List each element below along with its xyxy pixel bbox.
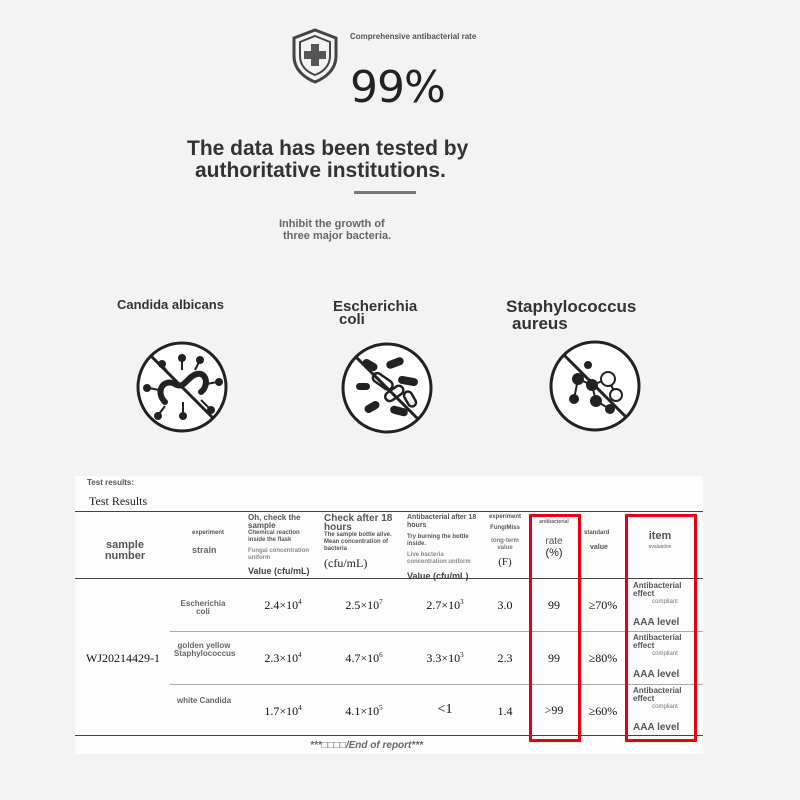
sample-id: WJ20214429-1 xyxy=(86,651,160,665)
row1-antibac-exp: 3 xyxy=(460,598,464,606)
bacteria-name-ecoli-line1: Escherichia xyxy=(333,298,418,315)
rate-caption: Comprehensive antibacterial rate xyxy=(350,32,477,41)
row3-after18-base: 4.1×10 xyxy=(345,704,380,718)
end-of-report: ***□□□□/End of report*** xyxy=(310,740,424,751)
row1-initial-exp: 4 xyxy=(298,598,302,606)
header-strain-small: experiment xyxy=(192,530,225,536)
header-col2-sub2: Mean concentration of bacteria xyxy=(324,539,389,552)
header-col2 xyxy=(324,514,400,571)
row3-strain: white Candida xyxy=(176,696,232,705)
row1-strain: Escherichia coli xyxy=(180,599,226,616)
row2-after18-exp: 6 xyxy=(379,651,383,659)
table-row-rule xyxy=(170,631,703,632)
header-col4-small: experiment xyxy=(488,514,521,520)
row2-initial xyxy=(248,651,318,666)
row1-rate: 99 xyxy=(548,598,560,612)
row2-antibac xyxy=(407,651,483,666)
header-col1-title: Oh, check the sample xyxy=(248,513,301,530)
row1-after18 xyxy=(326,598,402,613)
header-col3-title: Antibacterial after 18 hours xyxy=(407,514,477,529)
row1-initial-base: 2.4×10 xyxy=(264,598,299,612)
candida-icon xyxy=(135,340,229,434)
row3-eval-compliant: compliant xyxy=(652,704,678,710)
row1-eval-compliant: compliant xyxy=(652,599,678,605)
inhibit-line1: Inhibit the growth of xyxy=(279,218,385,230)
row2-antibac-base: 3.3×10 xyxy=(426,651,461,665)
header-col2-sub: The sample bottle alive. xyxy=(324,532,392,538)
row2-eval-level: AAA level xyxy=(633,669,680,680)
headline-line2: authoritative institutions. xyxy=(195,159,446,182)
header-standard xyxy=(584,530,618,551)
header-col4 xyxy=(488,514,522,568)
header-standard-value: value xyxy=(590,544,608,551)
shield-cross-icon xyxy=(292,28,338,84)
bacteria-name-staph-line1: Staphylococcus xyxy=(506,297,637,316)
staph-icon xyxy=(548,339,642,433)
row2-antibac-exp: 3 xyxy=(460,651,464,659)
rate-highlight-box xyxy=(529,514,581,742)
header-col3 xyxy=(407,514,485,581)
header-strain: strain xyxy=(192,545,217,555)
header-col1-unit: Value (cfu/mL) xyxy=(248,566,310,576)
row2-standard: ≥80% xyxy=(588,651,618,665)
item-highlight-box xyxy=(625,514,697,742)
row1-standard: ≥70% xyxy=(588,598,618,612)
header-sample-number: sample number xyxy=(104,539,146,562)
report-label: Test Results xyxy=(89,494,148,508)
row3-after18-exp: 5 xyxy=(379,704,383,712)
header-col2-title: Check after 18 hours xyxy=(324,513,393,533)
row3-eval-level: AAA level xyxy=(633,722,680,733)
bacteria-name-candida: Candida albicans xyxy=(117,297,224,312)
header-col1-sub2: Fungal concentration uniform xyxy=(248,548,310,561)
row3-value: 1.4 xyxy=(497,704,513,718)
row1-antibac-base: 2.7×10 xyxy=(426,598,461,612)
row3-after18 xyxy=(326,704,402,719)
header-col4-unit: (F) xyxy=(498,556,512,568)
inhibit-line2: three major bacteria. xyxy=(283,230,392,242)
row1-initial xyxy=(248,598,318,613)
bacteria-name-staph-line2: aureus xyxy=(512,314,568,333)
header-rate-unit: (%) xyxy=(545,547,563,559)
row1-eval-level: AAA level xyxy=(633,617,680,628)
bacteria-name-ecoli-line2: coli xyxy=(339,311,365,328)
row2-eval-compliant: compliant xyxy=(652,651,678,657)
row2-initial-base: 2.3×10 xyxy=(264,651,299,665)
header-col3-unit: Value (cfu/mL) xyxy=(407,571,469,581)
table-header-rule xyxy=(75,578,703,579)
header-col2-unit: (cfu/mL) xyxy=(324,556,368,570)
header-col4-title: FungiMiss xyxy=(490,525,520,531)
row3-standard: ≥60% xyxy=(588,704,618,718)
row3-initial-base: 1.7×10 xyxy=(264,704,299,718)
headline xyxy=(187,138,587,182)
rate-value: 99% xyxy=(350,62,445,113)
row3-initial xyxy=(248,704,318,719)
inhibit-text xyxy=(279,218,449,242)
header-col3-sub2: Live bacteria concentration uniform xyxy=(407,552,471,565)
row2-after18 xyxy=(326,651,402,666)
row2-strain: golden yellow Staphylococcus xyxy=(174,641,236,658)
row3-initial-exp: 4 xyxy=(298,704,302,712)
header-col1-sub: Chemical reaction inside the flask xyxy=(248,530,300,543)
row2-eval-effect: Antibacterial effect xyxy=(633,633,682,650)
table-bottom-rule xyxy=(75,735,703,736)
report-label-small: Test results: xyxy=(87,478,134,487)
divider xyxy=(354,191,416,194)
headline-line1: The data has been tested by xyxy=(187,137,469,160)
header-col3-sub: Try burning the bottle inside. xyxy=(407,534,469,547)
row2-initial-exp: 4 xyxy=(298,651,302,659)
row1-after18-exp: 7 xyxy=(379,598,383,606)
header-item-title: item xyxy=(648,530,672,542)
row2-value: 2.3 xyxy=(497,651,513,665)
header-rate-small: antibacterial xyxy=(539,519,569,525)
row1-value: 3.0 xyxy=(497,598,513,612)
header-col1 xyxy=(248,514,318,576)
row2-rate: 99 xyxy=(548,651,560,665)
header-standard-small: standard xyxy=(584,530,610,536)
bacteria-name-ecoli xyxy=(333,300,473,326)
row1-eval-effect: Antibacterial effect xyxy=(633,581,682,598)
row3-antibac: <1 xyxy=(437,702,453,717)
row3-eval-effect: Antibacterial effect xyxy=(633,686,682,703)
bacteria-name-staph xyxy=(506,298,686,332)
table-top-rule xyxy=(75,511,703,512)
row1-after18-base: 2.5×10 xyxy=(345,598,380,612)
header-item-small: evaluation xyxy=(648,544,672,550)
row2-after18-base: 4.7×10 xyxy=(345,651,380,665)
row1-antibac xyxy=(407,598,483,613)
row3-rate: >99 xyxy=(544,703,564,717)
header-rate-title: rate xyxy=(545,536,563,547)
header-col4-sub: long-term value xyxy=(491,538,519,551)
table-row-rule xyxy=(170,684,703,685)
ecoli-icon xyxy=(340,341,434,435)
